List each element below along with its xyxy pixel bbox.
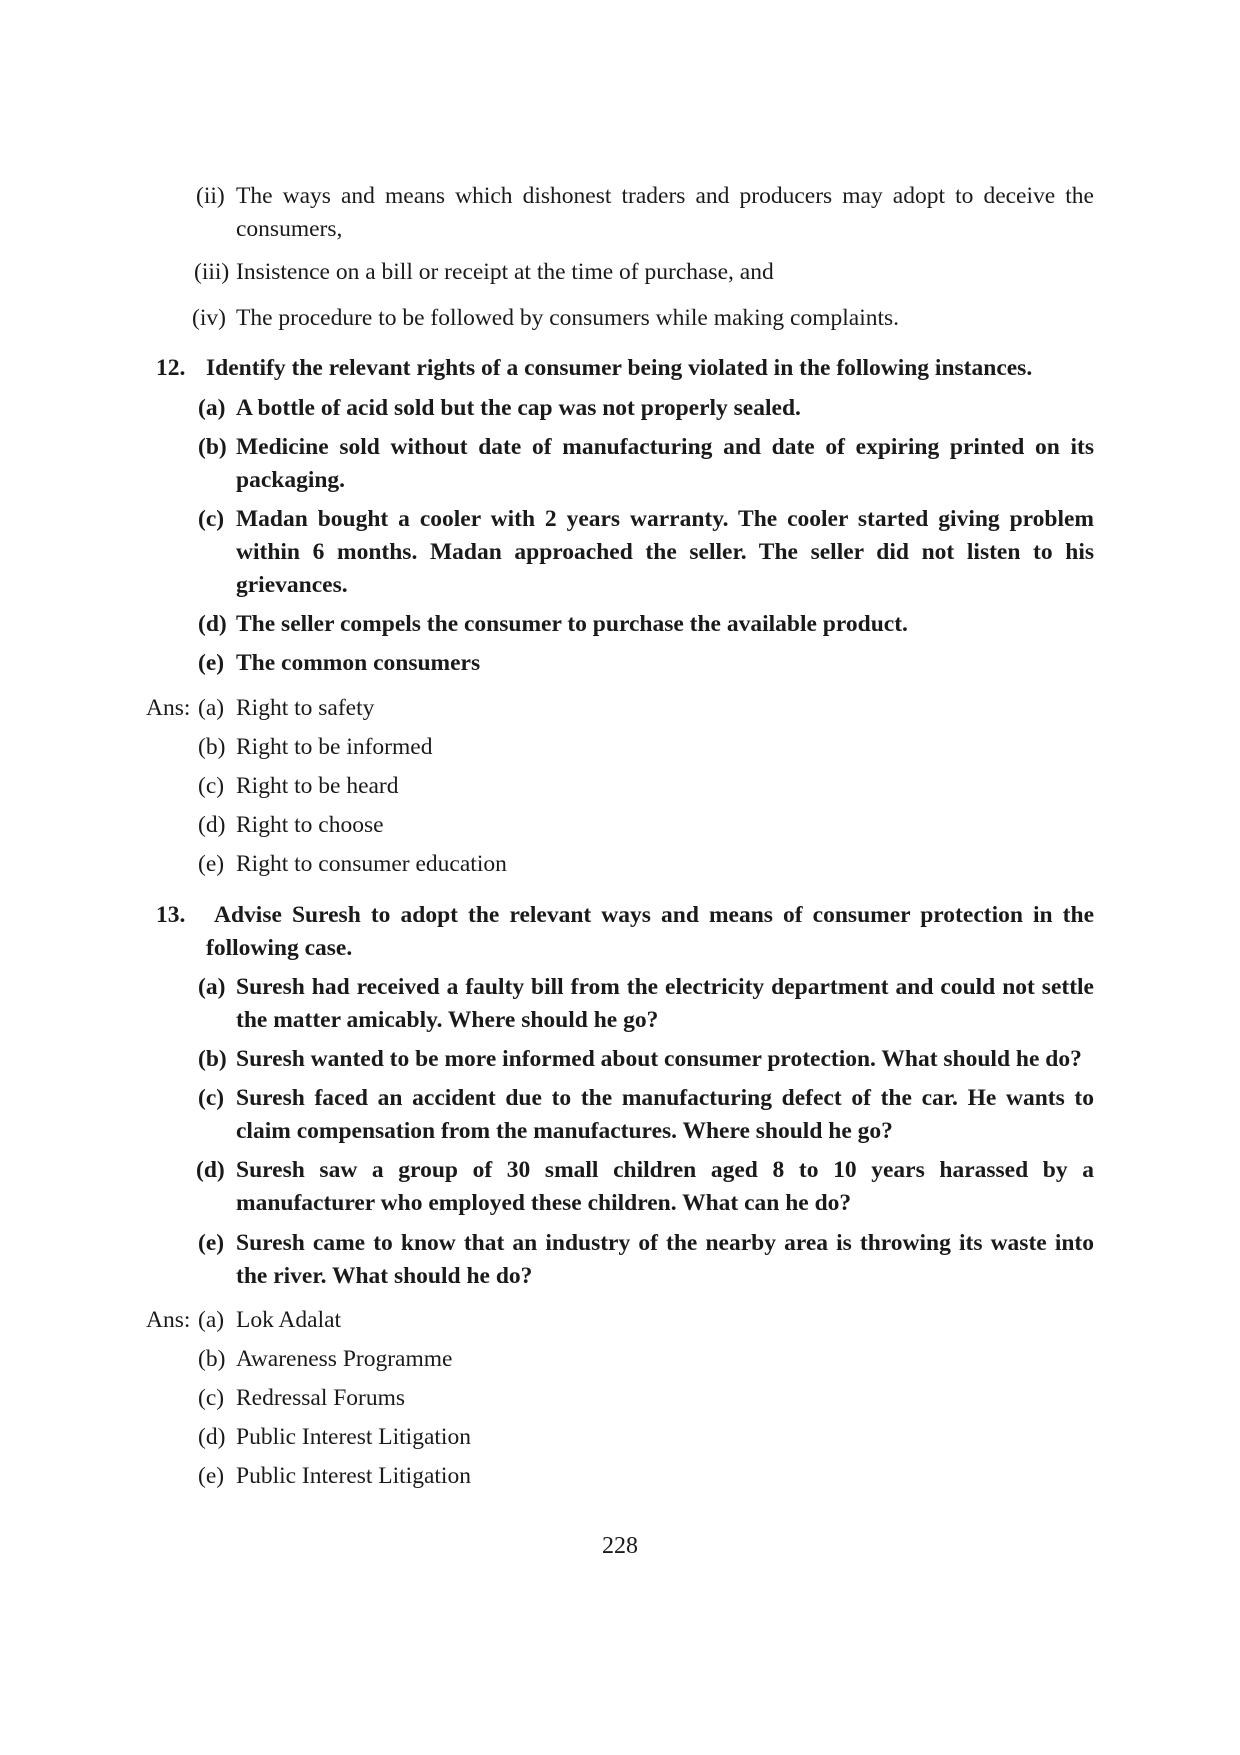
answer-item-label: (a) <box>198 695 225 721</box>
answer-item-label: (a) <box>198 1307 225 1333</box>
answer-item-text: Redressal Forums <box>236 1385 406 1411</box>
part-label: (c) <box>198 1085 225 1111</box>
part-label: (b) <box>198 1046 227 1072</box>
point-label: (iv) <box>192 305 226 331</box>
part-text: Suresh saw a group of 30 small children aged 8 to 10 years harassed by a manufacturer who employed these children. What can he do? <box>236 1157 1094 1216</box>
part-label: (a) <box>198 974 226 1000</box>
answer-item-text: Awareness Programme <box>236 1346 453 1372</box>
question-number: 12. <box>156 355 186 381</box>
part-text: A bottle of acid sold but the cap was not properly sealed. <box>236 395 801 421</box>
point-text: The ways and means which dishonest traders and producers may adopt to deceive the consumers, <box>236 183 1094 242</box>
part-label: (e) <box>198 650 225 676</box>
answer-item-text: Lok Adalat <box>236 1307 342 1333</box>
part-label: (d) <box>196 1157 225 1183</box>
part-label: (c) <box>198 506 225 532</box>
answer-item-label: (b) <box>198 1346 226 1372</box>
question-text: Advise Suresh to adopt the relevant ways and means of consumer protection in the following case. <box>206 902 1094 961</box>
part-text: Medicine sold without date of manufacturing and date of expiring printed on its packaging. <box>236 434 1094 493</box>
answer-item-text: Right to choose <box>236 812 384 838</box>
part-text: Suresh came to know that an industry of the nearby area is throwing its waste into the river. What should he do? <box>236 1230 1094 1289</box>
answer-label: Ans: <box>146 695 191 721</box>
answer-item-text: Right to be informed <box>236 734 433 760</box>
answer-item-label: (d) <box>198 812 226 838</box>
part-text: Suresh faced an accident due to the manufacturing defect of the car. He wants to claim compensation from the manufactures. Where should he go? <box>236 1085 1094 1144</box>
part-label: (b) <box>198 434 227 460</box>
answer-item-text: Right to safety <box>236 695 375 721</box>
point-text: The procedure to be followed by consumers while making complaints. <box>236 305 900 331</box>
page-number: 228 <box>602 1533 638 1559</box>
answer-item-text: Public Interest Litigation <box>236 1424 471 1450</box>
question-text: Identify the relevant rights of a consumer being violated in the following instances. <box>206 355 1033 381</box>
part-label: (e) <box>198 1230 225 1256</box>
answer-item-label: (c) <box>198 773 225 799</box>
part-text: Suresh wanted to be more informed about consumer protection. What should he do? <box>236 1046 1082 1072</box>
answer-item-label: (e) <box>198 1463 225 1489</box>
answer-item-label: (e) <box>198 851 225 877</box>
answer-item-label: (b) <box>198 734 226 760</box>
answer-label: Ans: <box>146 1307 191 1333</box>
part-text: Suresh had received a faulty bill from the electricity department and could not settle the matter amicably. Where should he go? <box>236 974 1094 1033</box>
part-text: The seller compels the consumer to purchase the available product. <box>236 611 908 637</box>
point-label: (ii) <box>196 183 225 209</box>
answer-item-text: Right to consumer education <box>236 851 507 877</box>
answer-item-label: (c) <box>198 1385 225 1411</box>
part-label: (d) <box>198 611 227 637</box>
part-text: Madan bought a cooler with 2 years warranty. The cooler started giving problem within 6 months. Madan approached the seller. The seller did not listen to his grievances. <box>236 506 1094 598</box>
answer-item-text: Right to be heard <box>236 773 399 799</box>
part-text: The common consumers <box>236 650 481 676</box>
point-text: Insistence on a bill or receipt at the time of purchase, and <box>236 259 774 285</box>
question-number: 13. <box>156 902 186 928</box>
part-label: (a) <box>198 395 226 421</box>
answer-item-text: Public Interest Litigation <box>236 1463 471 1489</box>
answer-item-label: (d) <box>198 1424 226 1450</box>
point-label: (iii) <box>194 259 230 285</box>
